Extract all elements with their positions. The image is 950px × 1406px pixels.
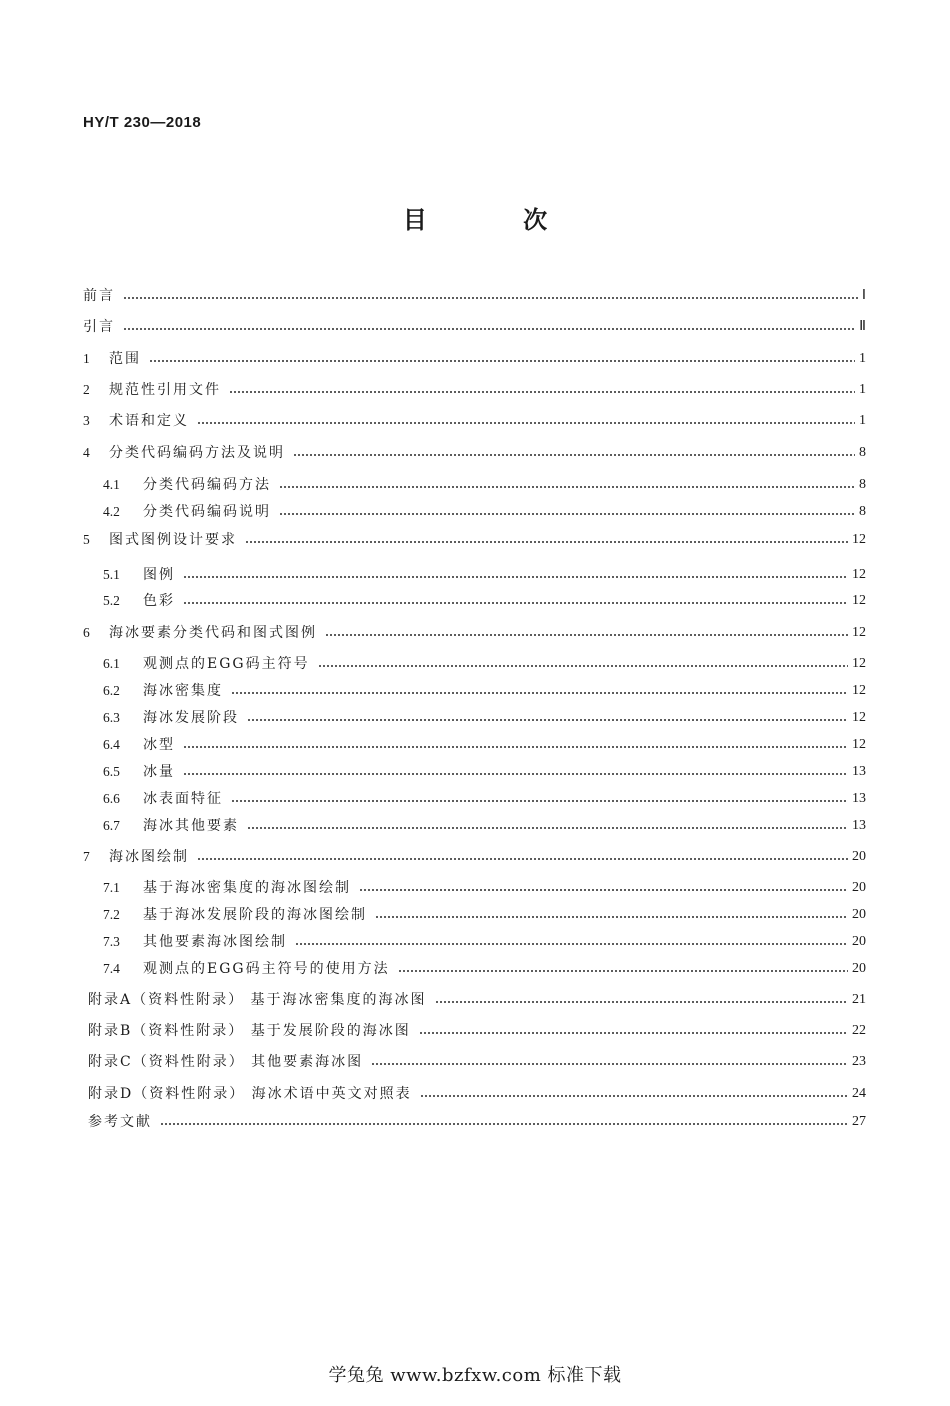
toc-entry[interactable] [83,409,866,431]
toc-entry-page: 23 [852,1054,866,1069]
toc-entry-page: 8 [859,477,866,492]
toc-entry[interactable] [83,876,866,898]
toc-entry[interactable] [83,845,866,867]
toc-entry-number: 6.2 [103,683,120,698]
toc-entry-page: Ⅰ [861,288,866,303]
toc-entry-label: 图例 [143,567,175,583]
toc-entry-page: 12 [852,625,866,640]
toc-leader-dots [183,600,848,606]
toc-entry-label: 分类代码编码说明 [143,504,271,520]
toc-entry[interactable] [83,473,866,495]
toc-entry-page: 20 [852,880,866,895]
toc-leader-dots [435,999,848,1005]
standard-code: HY/T 230—2018 [83,114,202,131]
toc-entry-label: 参考文献 [88,1114,152,1130]
toc-entry[interactable] [83,378,866,400]
toc-entry-label: 海冰密集度 [143,683,223,699]
toc-entry-number: 3 [83,413,90,428]
toc-entry[interactable] [83,930,866,952]
toc-leader-dots [197,420,855,426]
toc-entry-page: 1 [859,351,866,366]
toc-entry[interactable] [83,347,866,369]
toc-entry[interactable] [83,441,866,463]
toc-leader-dots [359,887,848,893]
toc-leader-dots [231,798,848,804]
toc-entry-page: 12 [852,656,866,671]
toc-entry-label: 海冰图绘制 [109,849,189,865]
toc-entry-label: 附录A（资料性附录） 基于海冰密集度的海冰图 [88,992,427,1008]
toc-entry-label: 前言 [83,288,115,304]
toc-entry-number: 5.1 [103,567,120,582]
toc-entry-label: 其他要素海冰图绘制 [143,934,287,950]
toc-entry-number: 7.2 [103,907,120,922]
toc-entry-number: 7.4 [103,961,120,976]
toc-entry-page: 8 [859,445,866,460]
toc-entry-page: 12 [852,567,866,582]
toc-leader-dots [247,825,848,831]
toc-leader-dots [420,1093,848,1099]
toc-entry-number: 7.1 [103,880,120,895]
toc-entry-label: 冰表面特征 [143,791,223,807]
toc-leader-dots [160,1121,848,1127]
toc-entry[interactable] [88,1110,866,1132]
toc-entry[interactable] [83,787,866,809]
toc-entry-label: 基于海冰密集度的海冰图绘制 [143,880,351,896]
toc-entry-label: 冰型 [143,737,175,753]
toc-entry-label: 观测点的EGG码主符号 [143,656,310,672]
toc-entry[interactable] [83,315,866,337]
toc-entry-number: 4.2 [103,504,120,519]
toc-entry-label: 附录C（资料性附录） 其他要素海冰图 [88,1054,364,1070]
toc-leader-dots [231,690,848,696]
toc-entry[interactable] [83,814,866,836]
toc-entry[interactable] [83,563,866,585]
toc-leader-dots [123,295,858,301]
toc-leader-dots [183,744,848,750]
page-title: 目 次 [402,206,592,234]
toc-entry[interactable] [83,652,866,674]
toc-entry[interactable] [83,760,866,782]
toc-entry-page: 20 [852,849,866,864]
toc-entry-label: 分类代码编码方法 [143,477,271,493]
toc-entry-label: 冰量 [143,764,175,780]
toc-entry-page: 8 [859,504,866,519]
toc-entry-number: 4.1 [103,477,120,492]
footer-watermark: 学兔兔 www.bzfxw.com 标准下载 [328,1365,622,1386]
toc-entry-label: 引言 [83,319,115,335]
toc-leader-dots [325,632,848,638]
toc-entry[interactable] [88,988,866,1010]
toc-entry[interactable] [83,957,866,979]
toc-entry-number: 1 [83,351,90,366]
toc-entry[interactable] [83,284,866,306]
toc-entry-label: 观测点的EGG码主符号的使用方法 [143,961,390,977]
toc-leader-dots [183,574,848,580]
toc-leader-dots [183,771,848,777]
toc-entry-label: 范围 [109,351,141,367]
toc-entry-page: 12 [852,532,866,547]
toc-entry[interactable] [83,733,866,755]
toc-entry-page: 12 [852,683,866,698]
toc-entry-number: 5 [83,532,90,547]
toc-entry-label: 分类代码编码方法及说明 [109,445,285,461]
toc-entry-number: 7 [83,849,90,864]
toc-entry-label: 色彩 [143,593,175,609]
toc-leader-dots [247,717,848,723]
toc-entry-number: 4 [83,445,90,460]
toc-entry[interactable] [88,1082,866,1104]
toc-entry-number: 6 [83,625,90,640]
toc-entry[interactable] [83,706,866,728]
toc-entry-page: 13 [852,791,866,806]
toc-entry-number: 6.1 [103,656,120,671]
toc-leader-dots [293,452,855,458]
toc-entry-number: 6.5 [103,764,120,779]
toc-entry[interactable] [88,1050,866,1072]
toc-entry-label: 术语和定义 [109,413,189,429]
toc-leader-dots [197,856,848,862]
toc-entry-label: 规范性引用文件 [109,382,221,398]
toc-entry[interactable] [83,528,866,550]
toc-entry-number: 5.2 [103,593,120,608]
toc-leader-dots [419,1030,848,1036]
toc-leader-dots [279,511,855,517]
toc-entry-page: 20 [852,907,866,922]
toc-entry-page: 24 [852,1086,866,1101]
toc-entry-page: 22 [852,1023,866,1038]
toc-leader-dots [245,539,848,545]
toc-leader-dots [295,941,848,947]
toc-leader-dots [371,1061,848,1067]
toc-entry-page: Ⅱ [859,319,866,334]
toc-leader-dots [398,968,848,974]
toc-leader-dots [149,358,855,364]
toc-entry-label: 附录B（资料性附录） 基于发展阶段的海冰图 [88,1023,411,1039]
toc-entry-page: 20 [852,961,866,976]
toc-entry-page: 1 [859,382,866,397]
toc-entry-label: 海冰发展阶段 [143,710,239,726]
toc-entry-number: 2 [83,382,90,397]
toc-entry-page: 13 [852,818,866,833]
toc-leader-dots [123,326,855,332]
toc-entry[interactable] [83,679,866,701]
toc-entry-page: 20 [852,934,866,949]
toc-entry-label: 图式图例设计要求 [109,532,237,548]
toc-entry[interactable] [83,500,866,522]
toc-leader-dots [279,484,855,490]
toc-entry-label: 海冰其他要素 [143,818,239,834]
toc-entry-number: 6.3 [103,710,120,725]
toc-entry-page: 1 [859,413,866,428]
toc-entry-page: 13 [852,764,866,779]
toc-entry-label: 附录D（资料性附录） 海冰术语中英文对照表 [88,1086,412,1102]
toc-entry-page: 12 [852,737,866,752]
toc-entry[interactable] [83,903,866,925]
toc-entry-page: 12 [852,710,866,725]
toc-entry[interactable] [88,1019,866,1041]
toc-entry-page: 12 [852,593,866,608]
toc-entry-number: 6.4 [103,737,120,752]
toc-entry[interactable] [83,589,866,611]
toc-entry-label: 海冰要素分类代码和图式图例 [109,625,317,641]
toc-entry-number: 6.7 [103,818,120,833]
toc-entry-number: 7.3 [103,934,120,949]
toc-leader-dots [229,389,855,395]
toc-entry-label: 基于海冰发展阶段的海冰图绘制 [143,907,367,923]
toc-leader-dots [318,663,848,669]
toc-entry-page: 21 [852,992,866,1007]
toc-entry[interactable] [83,621,866,643]
toc-leader-dots [375,914,848,920]
toc-entry-page: 27 [852,1114,866,1129]
toc-entry-number: 6.6 [103,791,120,806]
